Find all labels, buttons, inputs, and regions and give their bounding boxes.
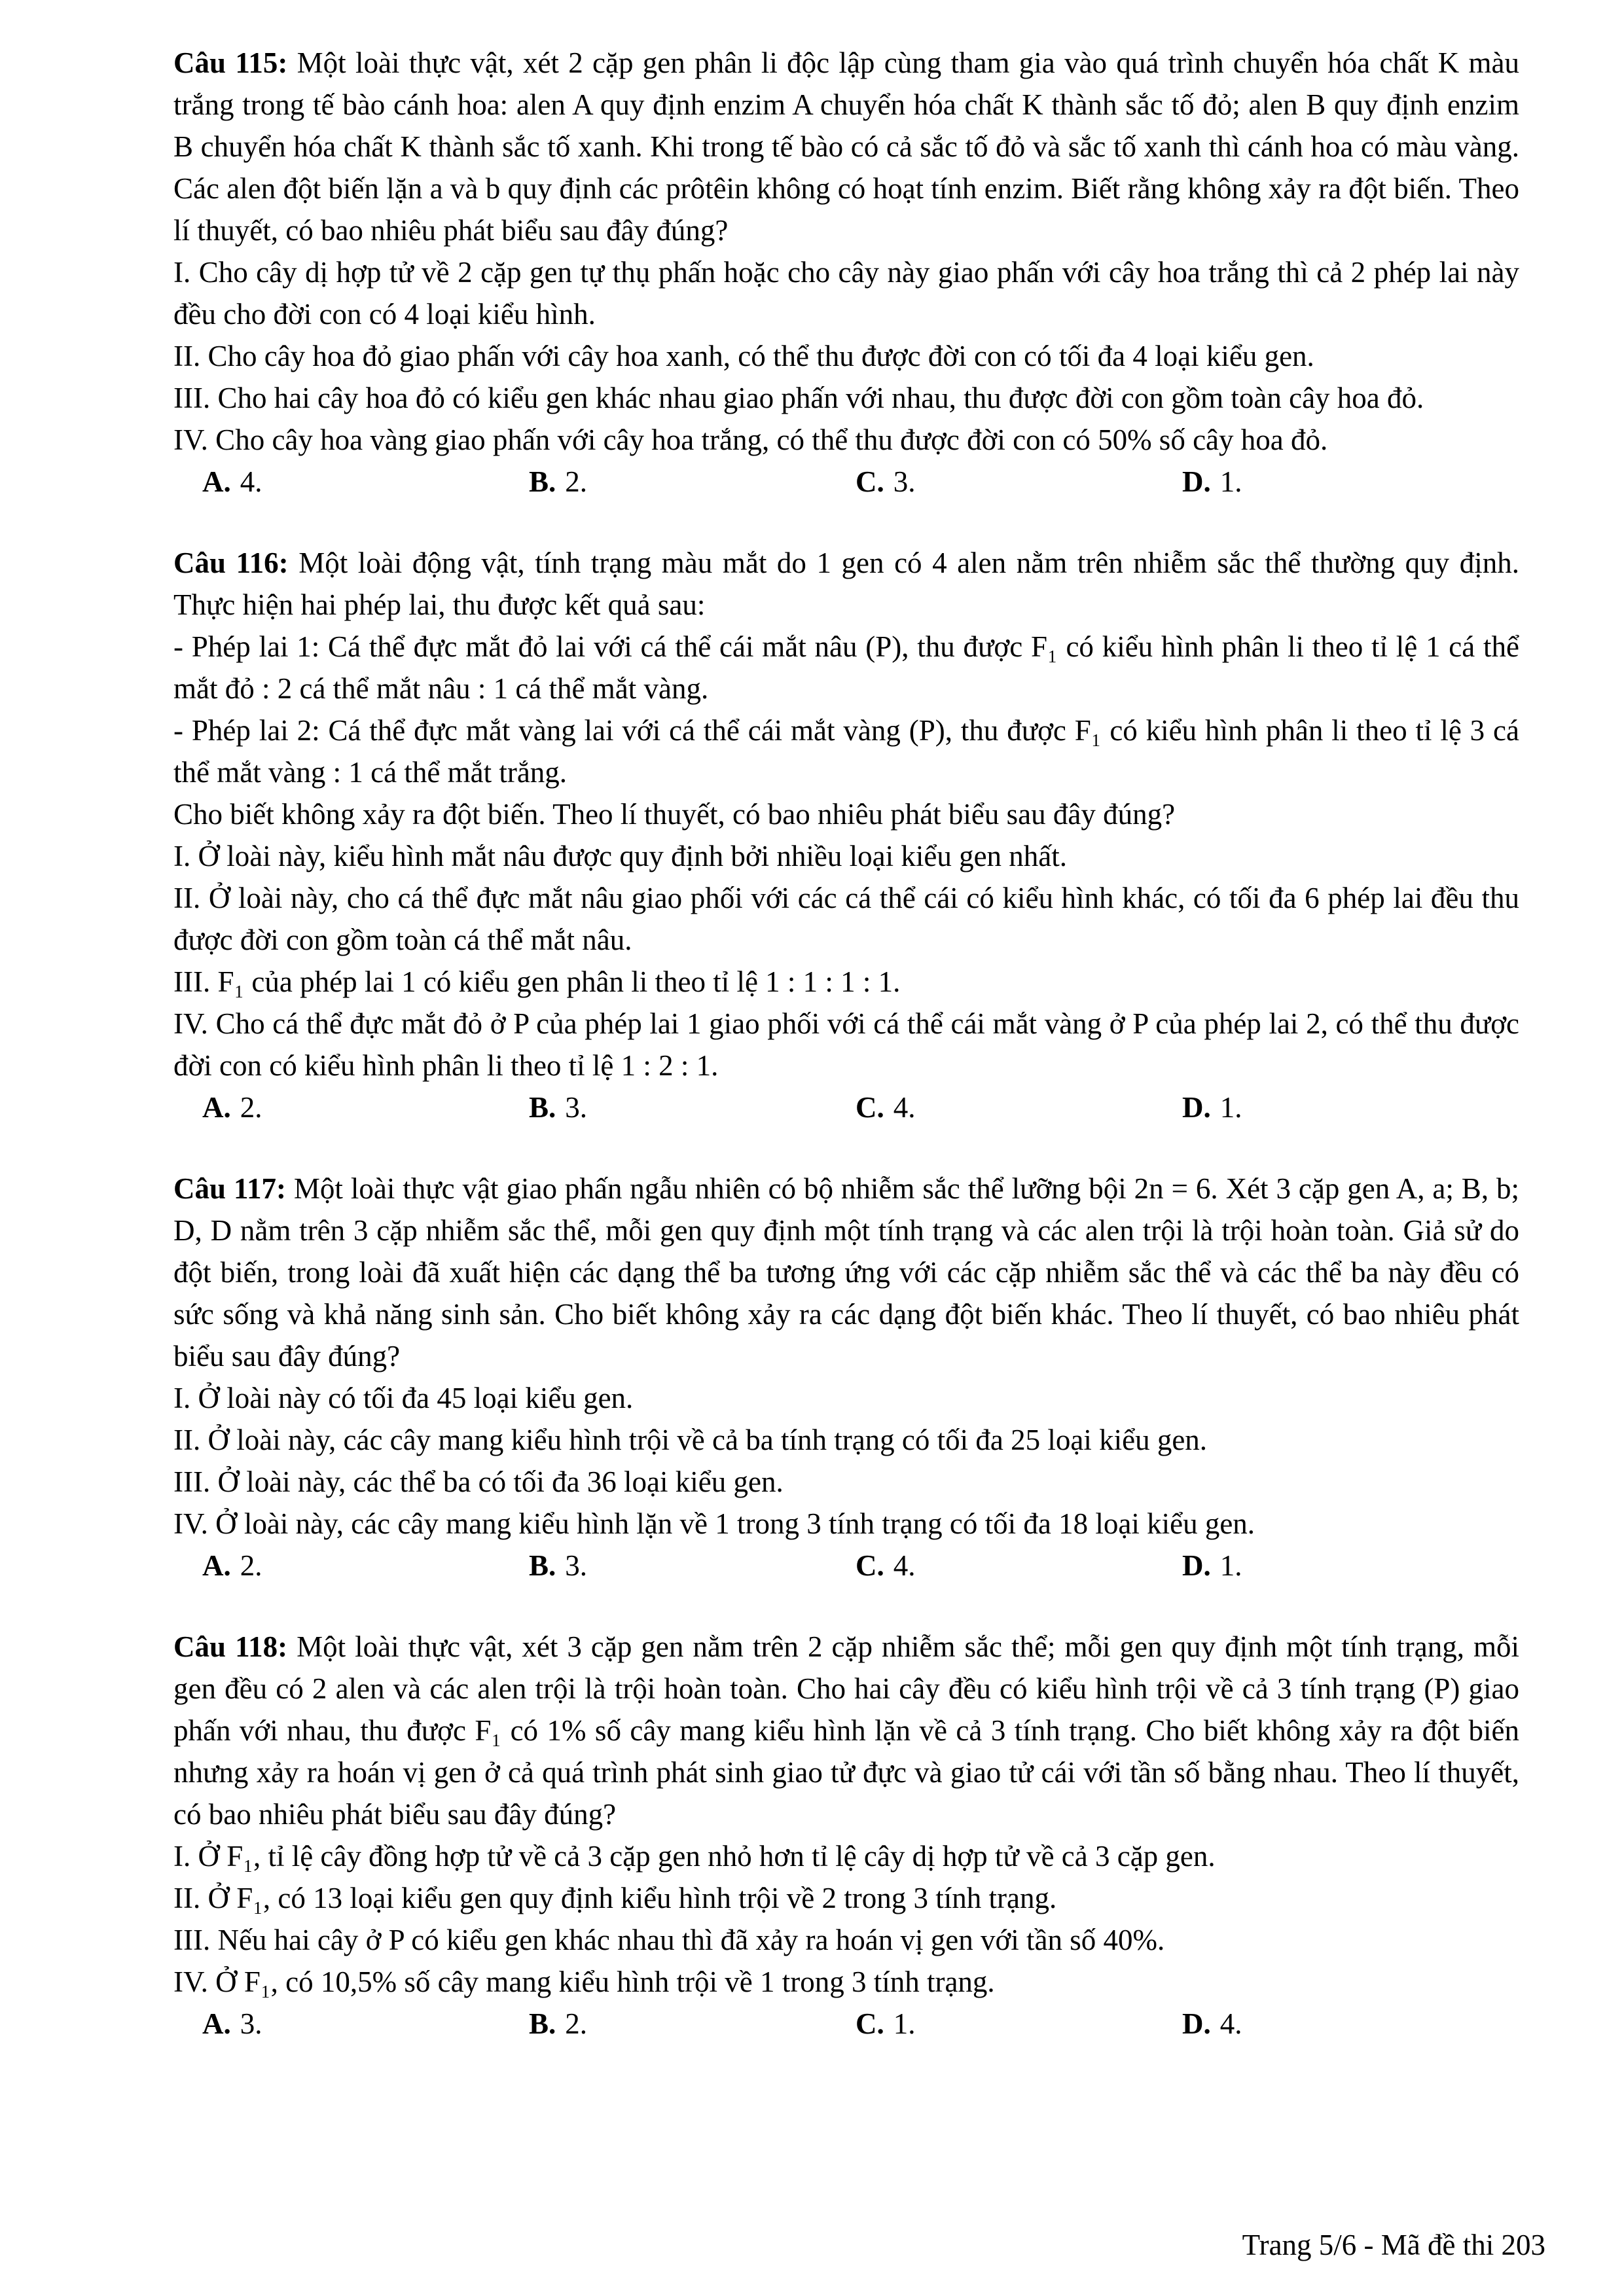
answer-option-d	[1182, 2003, 1509, 2045]
question-115	[173, 42, 1519, 503]
answer-option-a	[202, 461, 529, 503]
statement-3: III. Ở loài này, các thể ba có tối đa 36 loại kiểu gen.	[173, 1465, 784, 1498]
statement-3: III. F₁ của phép lai 1 có kiểu gen phân li theo tỉ lệ 1 : 1 : 1 : 1.	[173, 965, 901, 998]
question-intro	[173, 1626, 1519, 1835]
page-footer: Trang 5/6 - Mã đề thi 203	[1242, 2229, 1545, 2261]
question-116	[173, 542, 1519, 1128]
answer-value: 2.	[240, 1091, 262, 1124]
answers-row	[173, 2003, 1519, 2045]
question-label: Câu 115:	[173, 46, 288, 79]
answer-option-c	[856, 461, 1182, 503]
answer-letter: A.	[202, 2007, 231, 2040]
statement-1: I. Cho cây dị hợp tử về 2 cặp gen tự thụ phấn hoặc cho cây này giao phấn với cây hoa trắng thì cả 2 phép lai này đều cho đời con có 4 loại kiểu hình.	[173, 256, 1519, 331]
statement-2: II. Cho cây hoa đỏ giao phấn với cây hoa xanh, có thể thu được đời con có tối đa 4 loại kiểu gen.	[173, 340, 1314, 372]
question-text: Một loài động vật, tính trạng màu mắt do 1 gen có 4 alen nằm trên nhiễm sắc thể thường quy định. Thực hiện hai phép lai, thu được kết quả sau:	[173, 547, 1520, 621]
question-label: Câu 116:	[173, 547, 289, 579]
answers-row	[173, 461, 1519, 503]
answer-value: 3.	[893, 465, 916, 498]
statement-1: I. Ở loài này, kiểu hình mắt nâu được quy định bởi nhiều loại kiểu gen nhất.	[173, 840, 1068, 872]
answer-value: 2.	[240, 1549, 262, 1582]
answer-letter: C.	[856, 2007, 884, 2040]
statement-1: I. Ở loài này có tối đa 45 loại kiểu gen.	[173, 1382, 634, 1414]
answer-letter: B.	[529, 1549, 556, 1582]
answer-option-b	[529, 461, 856, 503]
answer-value: 1.	[1219, 465, 1242, 498]
answer-letter: B.	[529, 465, 556, 498]
statement-2: II. Ở loài này, cho cá thể đực mắt nâu giao phối với các cá thể cái có kiểu hình khác, có tối đa 6 phép lai đều thu được đời con gồm toàn cá thể mắt nâu.	[173, 882, 1519, 956]
question-intro	[173, 542, 1519, 626]
answer-letter: D.	[1182, 1549, 1211, 1582]
answer-value: 1.	[893, 2007, 916, 2040]
question-text: Một loài thực vật giao phấn ngẫu nhiên có bộ nhiễm sắc thể lưỡng bội 2n = 6. Xét 3 cặp gen A, a; B, b; D, D nằm trên 3 cặp nhiễm sắc thể, mỗi gen quy định một tính trạng và các alen trội là trội hoàn toàn. Giả sử do đột biến, trong loài đã xuất hiện các dạng thể ba tương ứng với các cặp nhiễm sắc thể và các thể ba này đều có sức sống và khả năng sinh sản. Cho biết không xảy ra các dạng đột biến khác. Theo lí thuyết, có bao nhiêu phát biểu sau đây đúng?	[173, 1172, 1520, 1372]
answer-letter: A.	[202, 1549, 231, 1582]
answer-option-a	[202, 1086, 529, 1128]
answer-value: 3.	[240, 2007, 262, 2040]
answer-letter: B.	[529, 1091, 556, 1124]
question-117	[173, 1168, 1519, 1587]
answer-option-b	[529, 1086, 856, 1128]
answer-value: 4.	[1219, 2007, 1242, 2040]
statement-4: IV. Ở loài này, các cây mang kiểu hình lặn về 1 trong 3 tính trạng có tối đa 18 loại kiểu gen.	[173, 1507, 1255, 1540]
exam-content	[173, 42, 1519, 2084]
answer-value: 1.	[1219, 1549, 1242, 1582]
question-label: Câu 117:	[173, 1172, 286, 1205]
answer-letter: D.	[1182, 2007, 1211, 2040]
question-intro	[173, 1168, 1519, 1377]
cross-2-line: - Phép lai 2: Cá thể đực mắt vàng lai với cá thể cái mắt vàng (P), thu được F₁ có kiểu hình phân li theo tỉ lệ 3 cá thể mắt vàng : 1 cá thể mắt trắng.	[173, 714, 1519, 789]
question-label: Câu 118:	[173, 1630, 288, 1663]
answer-value: 3.	[565, 1091, 588, 1124]
answer-letter: C.	[856, 465, 884, 498]
answer-letter: D.	[1182, 465, 1211, 498]
answers-row	[173, 1086, 1519, 1128]
answer-letter: C.	[856, 1091, 884, 1124]
question-118	[173, 1626, 1519, 2045]
statement-4: IV. Cho cá thể đực mắt đỏ ở P của phép lai 1 giao phối với cá thể cái mắt vàng ở P của phép lai 2, có thể thu được đời con có kiểu hình phân li theo tỉ lệ 1 : 2 : 1.	[173, 1007, 1519, 1082]
question-intro	[173, 42, 1519, 251]
statement-4: IV. Cho cây hoa vàng giao phấn với cây hoa trắng, có thể thu được đời con có 50% số cây hoa đỏ.	[173, 423, 1328, 456]
question-prompt: Cho biết không xảy ra đột biến. Theo lí thuyết, có bao nhiêu phát biểu sau đây đúng?	[173, 798, 1176, 831]
statement-3: III. Cho hai cây hoa đỏ có kiểu gen khác nhau giao phấn với nhau, thu được đời con gồm toàn cây hoa đỏ.	[173, 382, 1424, 414]
answer-option-c	[856, 1545, 1182, 1587]
answer-value: 2.	[565, 2007, 588, 2040]
statement-2: II. Ở F₁, có 13 loại kiểu gen quy định kiểu hình trội về 2 trong 3 tính trạng.	[173, 1882, 1057, 1914]
statement-4: IV. Ở F₁, có 10,5% số cây mang kiểu hình trội về 1 trong 3 tính trạng.	[173, 1965, 995, 1998]
answer-value: 4.	[893, 1091, 916, 1124]
answer-option-a	[202, 2003, 529, 2045]
question-text: Một loài thực vật, xét 3 cặp gen nằm trên 2 cặp nhiễm sắc thể; mỗi gen quy định một tính trạng, mỗi gen đều có 2 alen và các alen trội là trội hoàn toàn. Cho hai cây đều có kiểu hình trội về cả 3 tính trạng (P) giao phấn với nhau, thu được F₁ có 1% số cây mang kiểu hình lặn về cả 3 tính trạng. Cho biết không xảy ra đột biến nhưng xảy ra hoán vị gen ở cả quá trình phát sinh giao tử đực và giao tử cái với tần số bằng nhau. Theo lí thuyết, có bao nhiêu phát biểu sau đây đúng?	[173, 1630, 1520, 1831]
answer-option-c	[856, 1086, 1182, 1128]
statement-2: II. Ở loài này, các cây mang kiểu hình trội về cả ba tính trạng có tối đa 25 loại kiểu gen.	[173, 1424, 1208, 1456]
answer-letter: D.	[1182, 1091, 1211, 1124]
cross-1-line: - Phép lai 1: Cá thể đực mắt đỏ lai với cá thể cái mắt nâu (P), thu được F₁ có kiểu hình phân li theo tỉ lệ 1 cá thể mắt đỏ : 2 cá thể mắt nâu : 1 cá thể mắt vàng.	[173, 630, 1519, 705]
answer-value: 3.	[565, 1549, 588, 1582]
answer-option-b	[529, 1545, 856, 1587]
question-text: Một loài thực vật, xét 2 cặp gen phân li độc lập cùng tham gia vào quá trình chuyển hóa chất K màu trắng trong tế bào cánh hoa: alen A quy định enzim A chuyển hóa chất K thành sắc tố đỏ; alen B quy định enzim B chuyển hóa chất K thành sắc tố xanh. Khi trong tế bào có cả sắc tố đỏ và sắc tố xanh thì cánh hoa có màu vàng. Các alen đột biến lặn a và b quy định các prôtêin không có hoạt tính enzim. Biết rằng không xảy ra đột biến. Theo lí thuyết, có bao nhiêu phát biểu sau đây đúng?	[173, 46, 1519, 247]
answer-letter: A.	[202, 465, 231, 498]
answer-letter: B.	[529, 2007, 556, 2040]
answer-option-d	[1182, 461, 1509, 503]
answer-option-d	[1182, 1086, 1509, 1128]
statement-3: III. Nếu hai cây ở P có kiểu gen khác nhau thì đã xảy ra hoán vị gen với tần số 40%.	[173, 1924, 1165, 1956]
answer-option-d	[1182, 1545, 1509, 1587]
answer-value: 4.	[240, 465, 262, 498]
answer-value: 4.	[893, 1549, 916, 1582]
answer-value: 2.	[565, 465, 588, 498]
answer-option-a	[202, 1545, 529, 1587]
answer-option-b	[529, 2003, 856, 2045]
answers-row	[173, 1545, 1519, 1587]
answer-letter: A.	[202, 1091, 231, 1124]
statement-1: I. Ở F₁, tỉ lệ cây đồng hợp tử về cả 3 cặp gen nhỏ hơn tỉ lệ cây dị hợp tử về cả 3 cặp gen.	[173, 1840, 1216, 1873]
answer-letter: C.	[856, 1549, 884, 1582]
answer-option-c	[856, 2003, 1182, 2045]
answer-value: 1.	[1219, 1091, 1242, 1124]
